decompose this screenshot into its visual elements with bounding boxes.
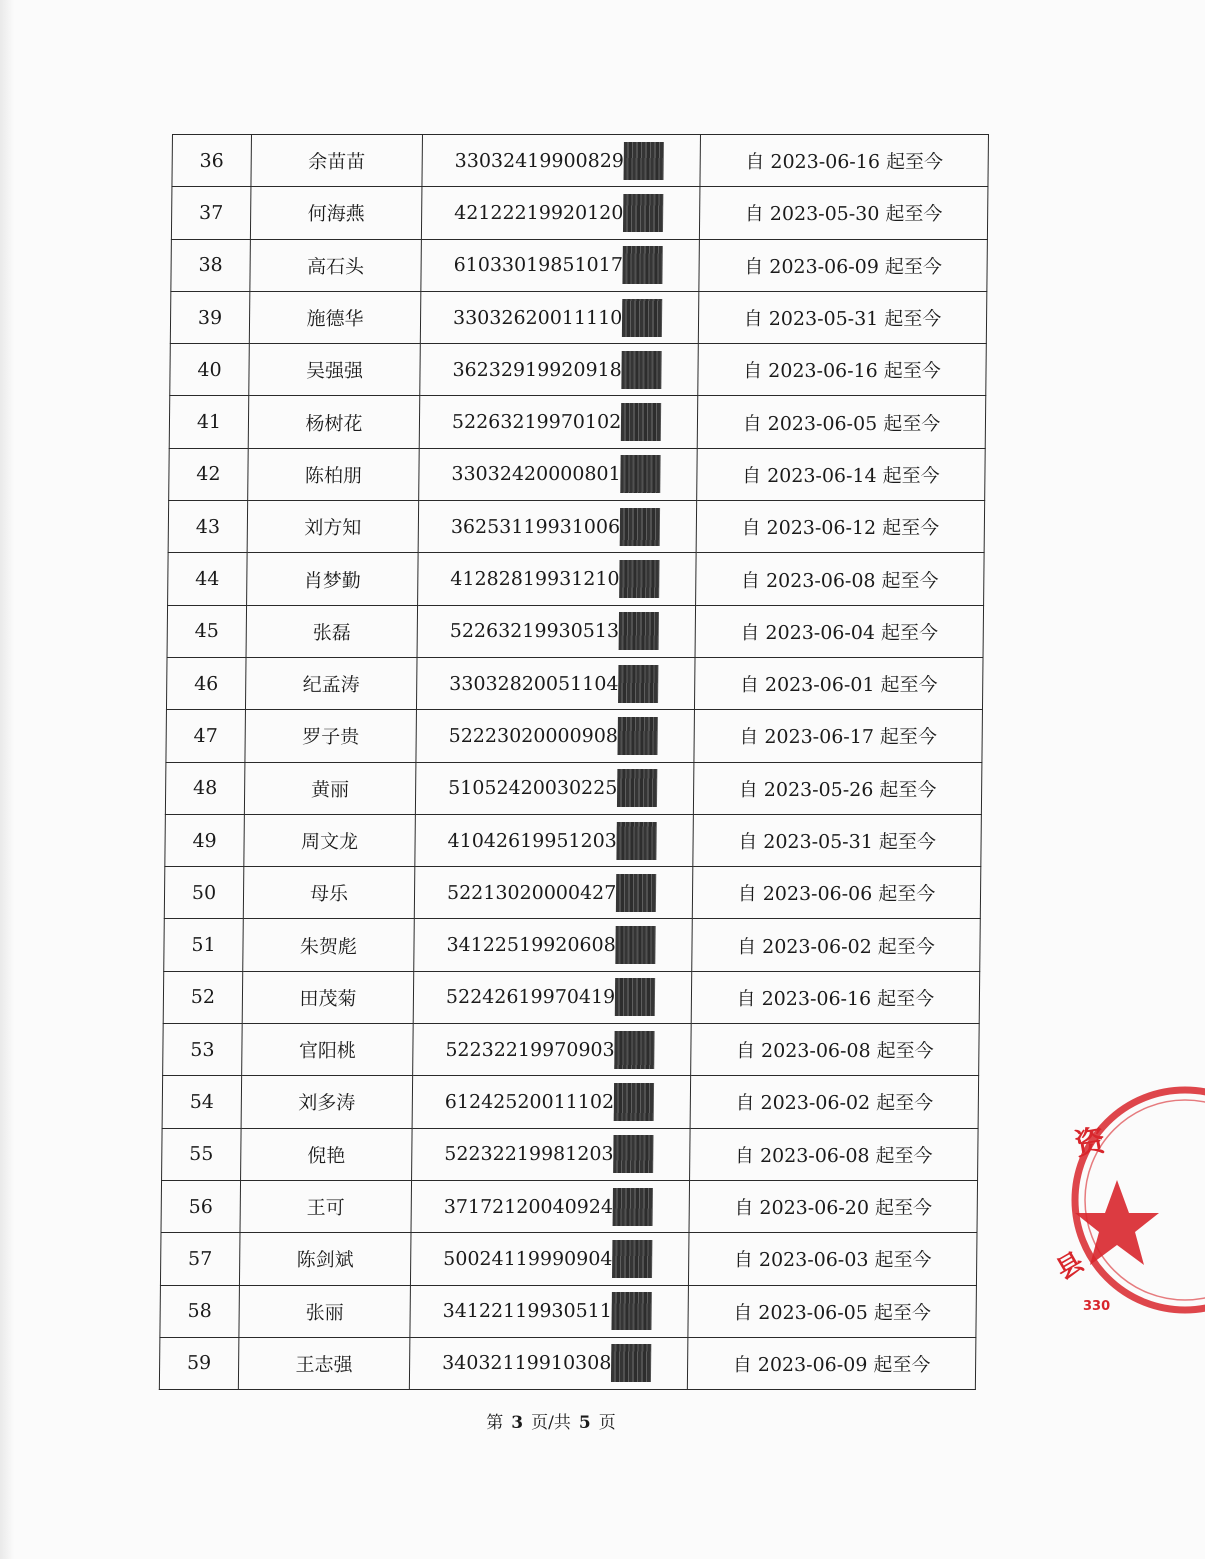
enrollment-date: 自 2023-06-01 起至今 <box>694 657 983 709</box>
seal-char-bottom: 县 <box>1051 1247 1090 1287</box>
table-row <box>161 1180 978 1232</box>
id-number-cell <box>420 291 699 343</box>
row-number: 39 <box>170 291 250 343</box>
row-number: 49 <box>165 814 245 866</box>
footer-current-page: 3 <box>511 1413 524 1433</box>
row-number: 37 <box>171 187 251 239</box>
table-row <box>169 396 986 448</box>
person-name: 黄丽 <box>244 762 416 814</box>
table-row <box>171 239 988 291</box>
id-number-cell <box>418 501 697 553</box>
table-row <box>170 344 987 396</box>
page-edge-shadow <box>0 0 14 1559</box>
id-number-visible-digits: 36253119931006 <box>450 515 621 538</box>
row-number: 44 <box>168 553 248 605</box>
table-row <box>165 762 982 814</box>
enrollment-date: 自 2023-06-09 起至今 <box>699 239 988 291</box>
enrollment-date: 自 2023-06-20 起至今 <box>689 1180 978 1232</box>
enrollment-date: 自 2023-06-16 起至今 <box>698 344 987 396</box>
enrollment-date: 自 2023-06-08 起至今 <box>690 1128 979 1180</box>
row-number: 42 <box>169 448 249 500</box>
row-number: 52 <box>163 971 243 1023</box>
redaction-block <box>621 403 661 441</box>
id-number-cell <box>419 448 698 500</box>
person-name: 陈剑斌 <box>239 1233 411 1285</box>
id-number-visible-digits: 33032420000801 <box>451 463 621 486</box>
id-number-visible-digits: 33032620011110 <box>452 306 623 329</box>
redaction-block <box>614 1031 654 1069</box>
id-number-visible-digits: 34122519920608 <box>446 934 616 957</box>
person-name: 官阳桃 <box>242 1024 414 1076</box>
redaction-block <box>623 246 663 284</box>
redaction-block <box>620 455 660 493</box>
row-number: 56 <box>161 1180 241 1232</box>
table-row <box>166 710 983 762</box>
id-number-visible-digits: 34032119910308 <box>442 1352 612 1375</box>
person-name: 周文龙 <box>244 814 416 866</box>
table-row <box>168 501 985 553</box>
id-number-visible-digits: 51052420030225 <box>448 777 618 800</box>
personnel-table-grid <box>159 134 989 1390</box>
enrollment-date: 自 2023-06-03 起至今 <box>688 1233 977 1285</box>
id-number-cell <box>414 919 693 971</box>
person-name: 纪孟涛 <box>245 657 417 709</box>
id-number-cell <box>413 971 692 1023</box>
table-row <box>160 1233 977 1285</box>
id-number-visible-digits: 52242619970419 <box>445 986 616 1009</box>
enrollment-date: 自 2023-06-14 起至今 <box>697 448 986 500</box>
enrollment-date: 自 2023-06-12 起至今 <box>696 501 985 553</box>
id-number-cell <box>414 867 693 919</box>
id-number-visible-digits: 42122219920120 <box>454 201 624 224</box>
row-number: 38 <box>171 239 251 291</box>
enrollment-date: 自 2023-06-05 起至今 <box>688 1285 977 1337</box>
table-row <box>166 657 983 709</box>
id-number-cell <box>419 396 698 448</box>
id-number-cell <box>418 553 697 605</box>
redaction-block <box>614 1083 654 1121</box>
redaction-block <box>624 142 664 180</box>
id-number-visible-digits: 61242520011102 <box>444 1090 615 1113</box>
id-number-cell <box>417 605 696 657</box>
table-row <box>167 605 984 657</box>
id-number-visible-digits: 41282819931210 <box>450 568 620 591</box>
row-number: 36 <box>172 135 252 187</box>
person-name: 张磊 <box>246 605 418 657</box>
id-number-visible-digits: 52223020000908 <box>448 724 619 747</box>
person-name: 刘多涛 <box>241 1076 413 1128</box>
table-row <box>160 1285 977 1337</box>
row-number: 41 <box>169 396 249 448</box>
redaction-block <box>618 717 658 755</box>
row-number: 51 <box>164 919 244 971</box>
person-name: 余苗苗 <box>251 135 423 187</box>
person-name: 罗子贵 <box>245 710 417 762</box>
person-name: 吴强强 <box>249 344 421 396</box>
footer-total-pages: 5 <box>578 1413 591 1433</box>
redaction-block <box>622 299 662 337</box>
person-name: 王志强 <box>238 1337 410 1389</box>
official-seal-stamp <box>1051 1085 1205 1325</box>
redaction-block <box>616 874 656 912</box>
table-row <box>165 814 982 866</box>
table-row <box>169 448 986 500</box>
person-name: 倪艳 <box>241 1128 413 1180</box>
row-number: 54 <box>162 1076 242 1128</box>
id-number-cell <box>412 1128 691 1180</box>
id-number-visible-digits: 33032820051104 <box>449 672 619 695</box>
person-name: 高石头 <box>250 239 422 291</box>
person-name: 张丽 <box>239 1285 411 1337</box>
enrollment-date: 自 2023-06-09 起至今 <box>687 1337 976 1389</box>
enrollment-date: 自 2023-05-26 起至今 <box>693 762 982 814</box>
enrollment-date: 自 2023-06-02 起至今 <box>692 919 981 971</box>
redaction-block <box>622 351 662 389</box>
id-number-cell <box>421 239 700 291</box>
redaction-block <box>612 1240 652 1278</box>
id-number-cell <box>415 762 694 814</box>
person-name: 施德华 <box>249 291 421 343</box>
footer-suffix: 页 <box>598 1413 616 1433</box>
row-number: 40 <box>170 344 250 396</box>
row-number: 48 <box>165 762 245 814</box>
person-name: 杨树花 <box>248 396 420 448</box>
redaction-block <box>613 1188 653 1226</box>
id-number-visible-digits: 52232219981203 <box>444 1143 614 1166</box>
person-name: 王可 <box>240 1180 412 1232</box>
redaction-block <box>620 508 660 546</box>
row-number: 53 <box>163 1024 243 1076</box>
id-number-cell <box>416 710 695 762</box>
id-number-cell <box>412 1076 691 1128</box>
row-number: 43 <box>168 501 248 553</box>
id-number-visible-digits: 34122119930511 <box>442 1300 613 1323</box>
redaction-block <box>613 1135 653 1173</box>
enrollment-date: 自 2023-06-02 起至今 <box>690 1076 979 1128</box>
row-number: 55 <box>162 1128 242 1180</box>
row-number: 57 <box>160 1233 240 1285</box>
seal-char-top: 资 <box>1072 1123 1108 1163</box>
id-number-visible-digits: 52213020000427 <box>446 881 617 904</box>
enrollment-date: 自 2023-06-04 起至今 <box>695 605 984 657</box>
id-number-visible-digits: 41042619951203 <box>447 829 617 852</box>
person-name: 母乐 <box>243 867 415 919</box>
row-number: 47 <box>166 710 246 762</box>
table-row <box>170 291 987 343</box>
id-number-cell <box>410 1285 689 1337</box>
row-number: 46 <box>166 657 246 709</box>
id-number-visible-digits: 37172120040924 <box>443 1195 614 1218</box>
id-number-visible-digits: 50024119990904 <box>443 1247 613 1270</box>
table-row <box>162 1076 979 1128</box>
id-number-cell <box>413 1024 692 1076</box>
id-number-cell <box>415 814 694 866</box>
id-number-cell <box>421 187 700 239</box>
footer-middle: 页/共 <box>531 1413 571 1433</box>
table-row <box>171 187 988 239</box>
enrollment-date: 自 2023-06-17 起至今 <box>694 710 983 762</box>
id-number-cell <box>420 344 699 396</box>
enrollment-date: 自 2023-06-16 起至今 <box>691 971 980 1023</box>
id-number-visible-digits: 52263219970102 <box>451 411 622 434</box>
id-number-visible-digits: 33032419900829 <box>454 149 625 172</box>
enrollment-date: 自 2023-06-08 起至今 <box>691 1024 980 1076</box>
enrollment-date: 自 2023-06-06 起至今 <box>692 867 981 919</box>
enrollment-date: 自 2023-06-05 起至今 <box>697 396 986 448</box>
id-number-visible-digits: 36232919920918 <box>452 358 622 381</box>
redaction-block <box>617 769 657 807</box>
person-name: 陈柏朋 <box>248 448 420 500</box>
enrollment-date: 自 2023-06-08 起至今 <box>696 553 985 605</box>
redaction-block <box>618 665 658 703</box>
table-row <box>163 1024 980 1076</box>
redaction-block <box>617 822 657 860</box>
id-number-cell <box>409 1337 688 1389</box>
person-name: 刘方知 <box>247 501 419 553</box>
id-number-cell <box>411 1180 690 1232</box>
enrollment-date: 自 2023-06-16 起至今 <box>700 135 989 187</box>
redaction-block <box>611 1344 651 1382</box>
redaction-block <box>616 926 656 964</box>
redaction-block <box>619 612 659 650</box>
table-row <box>164 867 981 919</box>
redaction-block <box>615 978 655 1016</box>
enrollment-date: 自 2023-05-30 起至今 <box>699 187 988 239</box>
redaction-block <box>612 1292 652 1330</box>
table-row <box>159 1337 976 1389</box>
table-row <box>162 1128 979 1180</box>
footer-prefix: 第 <box>486 1413 504 1433</box>
person-name: 朱贺彪 <box>243 919 415 971</box>
page-footer <box>0 1408 1102 1433</box>
redaction-block <box>619 560 659 598</box>
person-name: 何海燕 <box>250 187 422 239</box>
id-number-visible-digits: 52232219970903 <box>445 1038 615 1061</box>
table-row <box>172 135 989 187</box>
row-number: 45 <box>167 605 247 657</box>
id-number-cell <box>422 135 701 187</box>
id-number-cell <box>416 657 695 709</box>
id-number-visible-digits: 52263219930513 <box>449 620 620 643</box>
person-name: 田茂菊 <box>242 971 414 1023</box>
id-number-cell <box>410 1233 689 1285</box>
person-name: 肖梦勤 <box>247 553 419 605</box>
seal-number-fragment: 330 <box>1083 1299 1111 1314</box>
redaction-block <box>623 194 663 232</box>
row-number: 59 <box>159 1337 239 1389</box>
table-row <box>164 919 981 971</box>
personnel-table <box>159 134 952 1390</box>
enrollment-date: 自 2023-05-31 起至今 <box>698 291 987 343</box>
id-number-visible-digits: 61033019851017 <box>453 254 623 277</box>
row-number: 58 <box>160 1285 240 1337</box>
row-number: 50 <box>164 867 244 919</box>
table-row <box>168 553 985 605</box>
table-row <box>163 971 980 1023</box>
enrollment-date: 自 2023-05-31 起至今 <box>693 814 982 866</box>
